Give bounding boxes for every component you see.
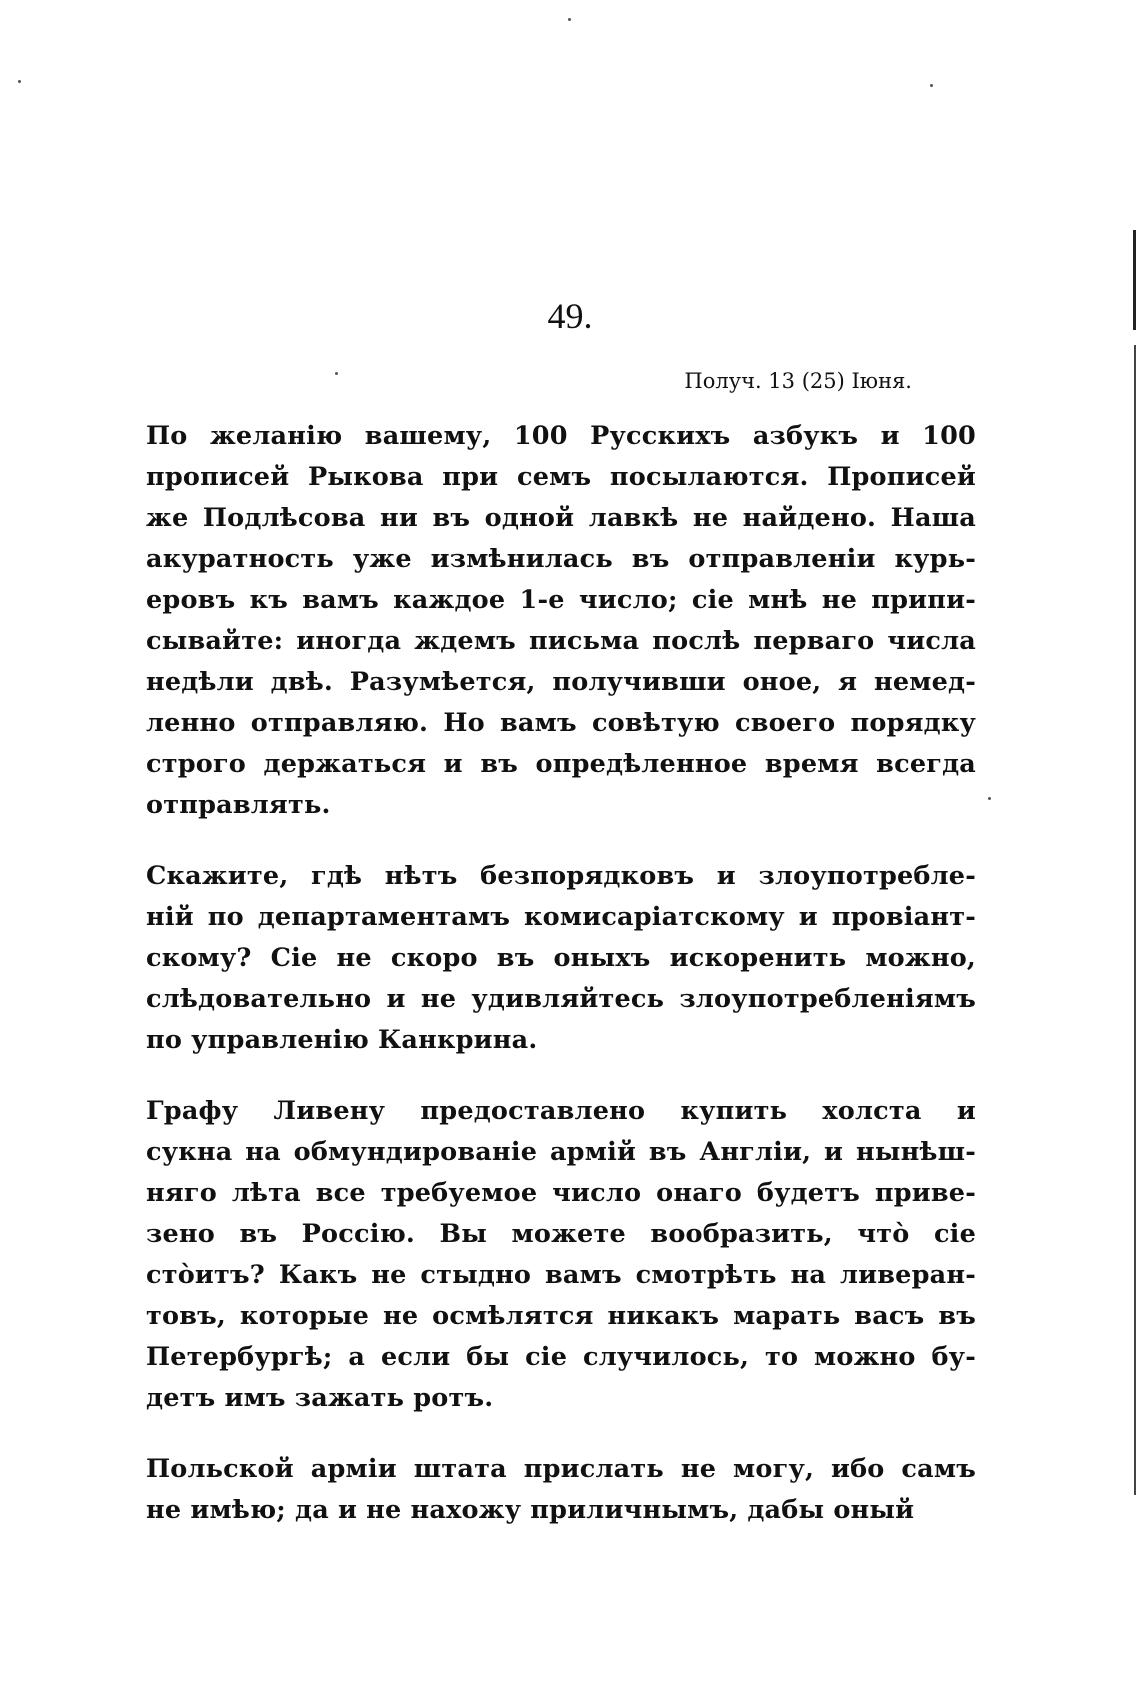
text-line: Польской арміи штата прислать не могу, ибо самъ [146,1454,976,1484]
text-line: товъ, которые не осмѣлятся никакъ марать васъ въ [146,1301,976,1331]
page-number: 49. [547,296,593,336]
text-line: детъ имъ зажать ротъ. [146,1383,494,1413]
letter-body [146,416,976,1561]
paragraph [146,1091,976,1419]
text-line: еровъ къ вамъ каждое 1-е число; сіе мнѣ не припи- [146,585,976,615]
text-line: прописей Рыкова при семъ посылаются. Прописей [146,462,976,492]
text-line: Петербургѣ; а если бы сіе случилось, то можно бу- [146,1342,976,1372]
text-line: няго лѣта все требуемое число онаго будетъ приве- [146,1178,976,1208]
print-speck [988,797,991,800]
text-line: отправлять. [146,790,331,820]
text-line: строго держаться и въ опредѣленное время всегда [146,749,976,779]
text-line: не имѣю; да и не нахожу приличнымъ, дабы оный [146,1495,915,1525]
print-speck [930,84,933,87]
received-date: Получ. 13 (25) Іюня. [684,369,912,393]
paragraph [146,1449,976,1531]
print-speck [335,372,338,375]
paragraph [146,856,976,1061]
text-line: Скажите, гдѣ нѣтъ безпорядковъ и злоупотребле- [146,861,976,891]
text-line: скому? Сіе не скоро въ оныхъ искоренить можно, [146,943,976,973]
text-line: акуратность уже измѣнилась въ отправленіи курь- [146,544,976,574]
text-line: ленно отправляю. Но вамъ совѣтую своего порядку [146,708,976,738]
print-speck [18,80,21,83]
text-line: же Подлѣсова ни въ одной лавкѣ не найдено. Наша [146,503,976,533]
text-line: сывайте: иногда ждемъ письма послѣ перваго числа [146,626,976,656]
print-speck [568,18,571,21]
text-line: Графу Ливену предоставлено купить холста и [146,1096,976,1126]
text-line: По желанію вашему, 100 Русскихъ азбукъ и 100 [146,421,976,451]
text-line: по управленію Канкрина. [146,1025,538,1055]
text-line: слѣдовательно и не удивляйтесь злоупотребленіямъ [146,984,976,1014]
paragraph [146,416,976,826]
text-line: сукна на обмундированіе армій въ Англіи, и нынѣш- [146,1137,976,1167]
text-line: зено въ Россію. Вы можете вообразить, чтò сіе [146,1219,976,1249]
text-line: ній по департаментамъ комисаріатскому и провіант- [146,902,976,932]
text-line: стòитъ? Какъ не стыдно вамъ смотрѣть на ливеран- [146,1260,976,1290]
page-edge-line [1134,345,1136,1495]
text-line: недѣли двѣ. Разумѣется, получивши оное, я немед- [146,667,976,697]
